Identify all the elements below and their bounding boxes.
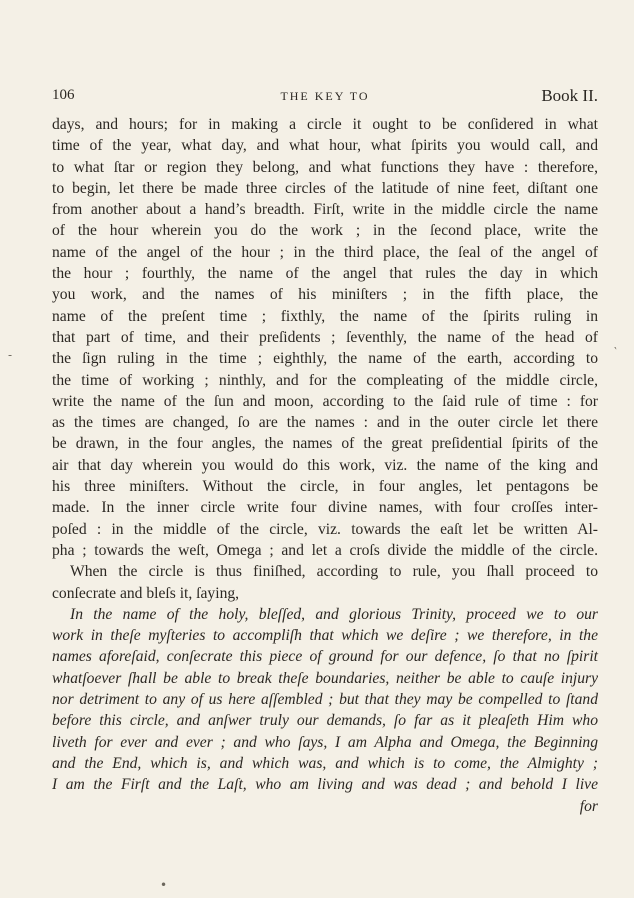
text-line: as the times are changed, ſo are the names : and in the outer circle let there [52,414,598,432]
text-line: to what ſtar or region they belong, and what functions they have : therefore, [52,158,598,176]
text-line: from another about a hand’s breadth. Firſt, write in the middle circle the name [52,201,598,219]
text-line: to begin, let there be made three circles of the latitude of nine feet, diſtant one [52,179,598,197]
text-line: write the name of the ſun and moon, according to the ſaid rule of time : for [52,392,598,410]
invocation-line: liveth for ever and ever ; and who ſays, I am Alpha and Omega, the Beginning [52,733,598,751]
invocation-line: In the name of the holy, bleſſed, and glorious Trinity, proceed we to our [70,605,598,623]
invocation-line: names aforeſaid, conſecrate this piece of ground for our defence, ſo that no ſpirit [52,648,598,666]
text-line: his three miniſters. Without the circle, in four angles, let pentagons be [52,478,598,496]
text-line: days, and hours; for in making a circle it ought to be conſidered in what [52,116,598,133]
page-body [52,114,598,817]
invocation-line: and the End, which is, and which was, and which is to come, the Almighty ; [52,754,598,772]
text-line: name of the angel of the hour ; in the third place, the ſeal of the angel of [52,243,598,261]
text-line: When the circle is thus finiſhed, according to rule, you ſhall proceed to [70,563,598,581]
text-line: the time of working ; ninthly, and for the compleating of the middle circle, [52,371,598,389]
text-line: be drawn, in the four angles, the names of the great preſidential ſpirits of the [52,435,598,453]
margin-mark: - [8,348,13,362]
page-number: 106 [52,87,75,103]
invocation-line: nor detriment to any of us here aſſembled ; but that they may be compelled to ſtand [52,691,598,709]
text-line: air that day wherein you would do this work, viz. the name of the king and [52,456,598,474]
text-line: made. In the inner circle write four divine names, with four croſſes inter- [52,499,598,517]
text-line: that part of time, and their preſidents ; ſeventhly, the name of the head of [52,328,598,346]
margin-mark: • [160,878,168,892]
text-line: time of the year, what day, and what hour, what ſpirits you would call, and [52,137,598,155]
text-line: conſecrate and bleſs it, ſaying, [52,584,240,602]
text-line: pha ; towards the weſt, Omega ; and let a croſs divide the middle of the circle. [52,541,598,559]
text-line: poſed : in the middle of the circle, viz. towards the eaſt let be written Al- [52,520,598,538]
invocation-line: work in theſe myſteries to accompliſh that which we deſire ; we therefore, in the [52,627,598,645]
invocation-line: before this circle, and anſwer truly our demands, ſo far as it pleaſeth Him who [52,712,598,730]
text-line: the hour ; fourthly, the name of the angel that rules the day in which [52,265,598,283]
book-label: Book II. [541,86,598,105]
text-line: the ſign ruling in the time ; eighthly, the name of the earth, according to [52,350,598,368]
invocation-line: I am the Firſt and the Laſt, who am living and was dead ; and behold I live [52,776,598,794]
catchword: for [579,797,598,815]
page-header [52,87,598,109]
invocation-line: whatſoever ſhall be able to break theſe boundaries, neither be able to cauſe injury [52,669,598,687]
text-line: name of the preſent time ; fixthly, the name of the ſpirits ruling in [52,307,598,325]
text-line: of the hour wherein you do the work ; in the ſecond place, write the [52,222,598,240]
text-line: you work, and the names of his miniſters ; in the fifth place, the [52,286,598,304]
running-title: THE KEY TO [280,89,370,103]
margin-mark: ‵ [614,345,617,359]
